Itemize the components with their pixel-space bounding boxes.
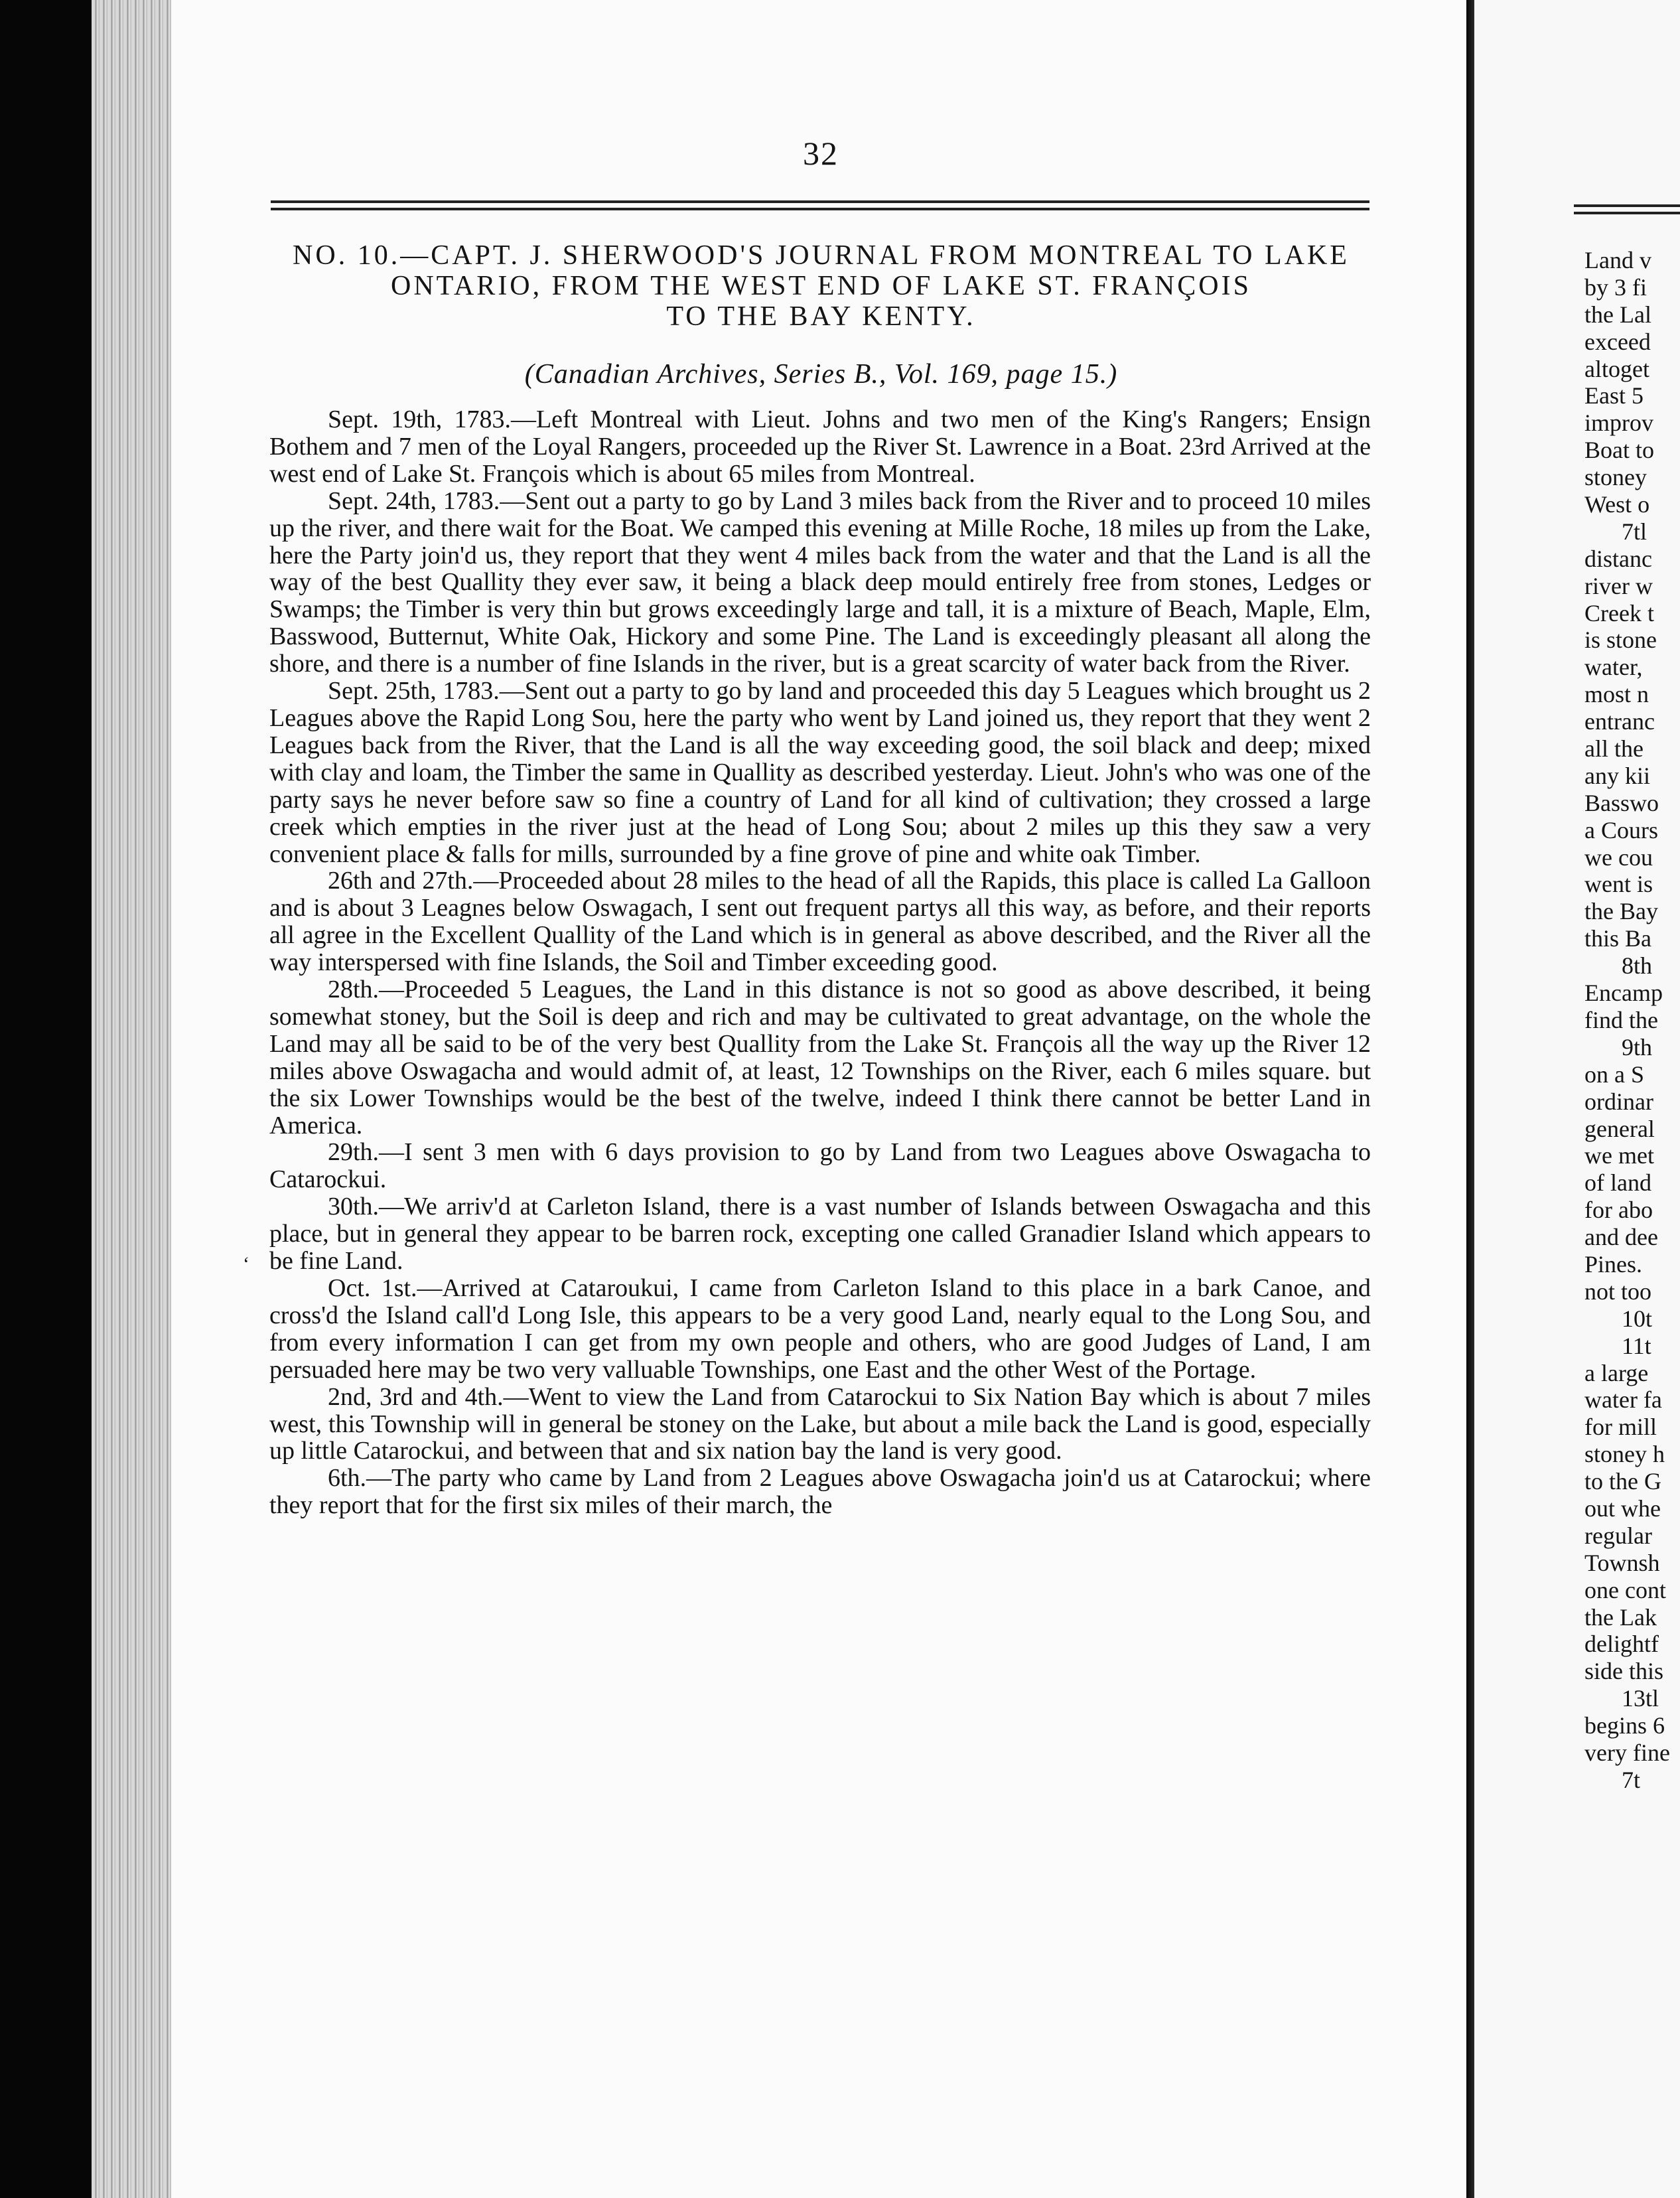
heading-line: NO. 10.—CAPT. J. SHERWOOD'S JOURNAL FROM MONTREAL TO LAKE (293, 240, 1350, 271)
right-page-line: side this (1584, 1658, 1664, 1685)
right-page-line: all the (1584, 735, 1644, 763)
right-page-line: most n (1584, 681, 1649, 708)
right-page-line: on a S (1584, 1061, 1644, 1088)
journal-entry-sept-19: Sept. 19th, 1783.—Left Montreal with Lieut. Johns and two men of the King's Rangers; Ensign Bothem and 7 men of the Loyal Rangers, proceeded up the River St. Lawrence in a Boat. 23rd Arrived at the west end of Lake St. François which is about 65 miles from Montreal. (269, 405, 1371, 488)
right-page-line: for abo (1584, 1197, 1653, 1224)
source-citation: (Canadian Archives, Series B., Vol. 169, page 15.) (524, 359, 1118, 390)
right-page-line: and dee (1584, 1224, 1658, 1251)
journal-entry-oct-2-4: 2nd, 3rd and 4th.—Went to view the Land from Catarockui to Six Nation Bay which is about 7 miles west, this Township will in general be stoney on the Lake, but about a mile back the Land is good, especially up little Catarockui, and between that and six nation bay the land is very good. (269, 1382, 1371, 1465)
right-page-line: the Bay (1584, 898, 1658, 925)
right-page-line: Encamp (1584, 980, 1663, 1007)
right-page-line: water fa (1584, 1386, 1662, 1414)
right-page-line: improv (1584, 409, 1653, 437)
right-page-line: a large (1584, 1359, 1649, 1386)
right-page-line: very fine (1584, 1739, 1670, 1766)
journal-entry-oct-6: 6th.—The party who came by Land from 2 Leagues above Oswagacha join'd us at Catarockui; where they report that for the first six miles of their march, the (269, 1464, 1371, 1520)
rule-line (271, 208, 1369, 210)
right-page-line: this Ba (1584, 925, 1652, 952)
journal-entry-30: 30th.—We arriv'd at Carleton Island, there is a vast number of Islands between Oswagacha and this place, but in general they appear to be barren rock, excepting one called Granadier Island which appears to be fine Land. (269, 1193, 1371, 1276)
right-page-rule (1574, 204, 1680, 207)
right-page-line: regular (1584, 1522, 1652, 1549)
right-page-line: distanc (1584, 545, 1652, 572)
right-page (1474, 0, 1680, 2198)
header-double-rule (271, 200, 1369, 215)
right-page-line: by 3 fi (1584, 273, 1647, 301)
right-page-line: out whe (1584, 1495, 1661, 1522)
right-page-line: Creek t (1584, 599, 1654, 626)
right-page-line: a Cours (1584, 816, 1658, 843)
right-page-line: is stone (1584, 626, 1657, 654)
journal-entry-sept-25: Sept. 25th, 1783.—Sent out a party to go by land and proceeded this day 5 Leagues which brought us 2 Leagues above the Rapid Long Sou, here the party who went by Land joined us, they report that they went 2 Leagues back from the River, that the Land is all the way exceeding good, the soil black and deep; mixed with clay and loam, the Timber the same in Quallity as described yesterday. Lieut. John's who was one of the party says he never before saw so fine a country of Land for all kind of cultivation; they crossed a large creek which empties in the river just at the head of Long Sou; about 2 miles up this they saw a very convenient place & falls for mills, surrounded by a fine grove of pine and white oak Timber. (269, 677, 1371, 868)
right-page-line: Basswo (1584, 789, 1659, 816)
right-page-line: to the G (1584, 1468, 1661, 1495)
rule-line (271, 200, 1369, 203)
right-page-line: West o (1584, 491, 1650, 518)
right-page-line: general (1584, 1115, 1655, 1142)
right-page-line: went is (1584, 871, 1653, 898)
right-page-line: 13tl (1622, 1685, 1659, 1712)
right-page-line: Townsh (1584, 1549, 1660, 1576)
right-page-line: the Lak (1584, 1603, 1657, 1631)
right-page-line: find the (1584, 1006, 1658, 1033)
book-gutter (92, 0, 171, 2198)
right-page-line: we met (1584, 1142, 1654, 1169)
right-page-line: ordinar (1584, 1088, 1653, 1115)
right-page-rule (1574, 212, 1680, 214)
heading-line: ONTARIO, FROM THE WEST END OF LAKE ST. FRANÇOIS (391, 271, 1251, 301)
right-page-line: river w (1584, 572, 1653, 599)
journal-entry-29: 29th.—I sent 3 men with 6 days provision to go by Land from two Leagues above Oswagacha to Catarockui. (269, 1138, 1371, 1194)
right-page-line: delightf (1584, 1631, 1659, 1658)
right-page-line: Boat to (1584, 437, 1654, 464)
right-page-line: stoney h (1584, 1441, 1665, 1468)
journal-body (269, 406, 1371, 1519)
right-page-text (1584, 247, 1680, 1794)
margin-mark: ‘ (243, 1253, 249, 1275)
right-page-line: not too (1584, 1278, 1652, 1305)
page-number: 32 (803, 135, 839, 172)
right-page-line: entranc (1584, 708, 1655, 735)
right-page-line: 9th (1622, 1033, 1653, 1061)
right-page-line: 7t (1622, 1766, 1641, 1793)
right-page-line: Pines. (1584, 1250, 1643, 1278)
right-page-line: 7tl (1622, 518, 1647, 545)
right-page-line: altoget (1584, 355, 1649, 382)
right-page-line: 11t (1622, 1332, 1651, 1359)
journal-entry-26-27: 26th and 27th.—Proceeded about 28 miles to the head of all the Rapids, this place is called La Galloon and is about 3 Leagnes below Oswagach, I sent out frequent partys all this way, as before, and their reports all agree in the Excellent Quallity of the Land which is in general as above described, and the River all the way interspersed with fine Islands, the Soil and Timber exceeding good. (269, 867, 1371, 977)
document-heading (265, 240, 1377, 332)
right-page-line: for mill (1584, 1414, 1657, 1441)
right-page-line: of land (1584, 1169, 1651, 1197)
right-page-line: East 5 (1584, 382, 1644, 409)
right-page-line: 10t (1622, 1305, 1653, 1332)
right-page-line: 8th (1622, 952, 1653, 980)
right-page-line: we cou (1584, 843, 1653, 871)
right-page-line: water, (1584, 654, 1643, 681)
right-page-line: one cont (1584, 1576, 1666, 1603)
right-page-line: begins 6 (1584, 1712, 1665, 1739)
right-page-line: the Lal (1584, 301, 1651, 328)
right-page-line: any kii (1584, 762, 1650, 789)
journal-entry-sept-24: Sept. 24th, 1783.—Sent out a party to go by Land 3 miles back from the River and to proceed 10 miles up the river, and there wait for the Boat. We camped this evening at Mille Roche, 18 miles up from the Lake, here the Party join'd us, they report that they went 4 miles back from the water and that the Land is all the way of the best Quallity they ever saw, it being a black deep mould entirely free from stones, Ledges or Swamps; the Timber is very thin but grows exceedingly large and tall, it is a mixture of Beach, Maple, Elm, Basswood, Butternut, White Oak, Hickory and some Pine. The Land is exceedingly pleasant all along the shore, and there is a number of fine Islands in the river, but is a great scarcity of water back from the River. (269, 486, 1371, 678)
right-page-line: Land v (1584, 247, 1651, 273)
right-page-line: exceed (1584, 328, 1651, 355)
heading-line: TO THE BAY KENTY. (666, 301, 976, 332)
journal-entry-28: 28th.—Proceeded 5 Leagues, the Land in this distance is not so good as above described, it being somewhat stoney, but the Soil is deep and rich and may be cultivated to great advantage, on the whole the Land may all be said to be of the very best Quallity from the Lake St. François all the way up the River 12 miles above Oswagacha and would admit of, at least, 12 Townships on the River, each 6 miles square. but the six Lower Townships would be the best of the twelve, indeed I think there cannot be better Land in America. (269, 976, 1371, 1139)
right-page-line: stoney (1584, 464, 1647, 491)
journal-entry-oct-1: Oct. 1st.—Arrived at Cataroukui, I came from Carleton Island to this place in a bark Canoe, and cross'd the Island call'd Long Isle, this appears to be a very good Land, nearly equal to the Long Sou, and from every information I can get from my own people and others, who are good Judges of Land, I am persuaded here may be two very valluable Townships, one East and the other West of the Portage. (269, 1274, 1371, 1384)
